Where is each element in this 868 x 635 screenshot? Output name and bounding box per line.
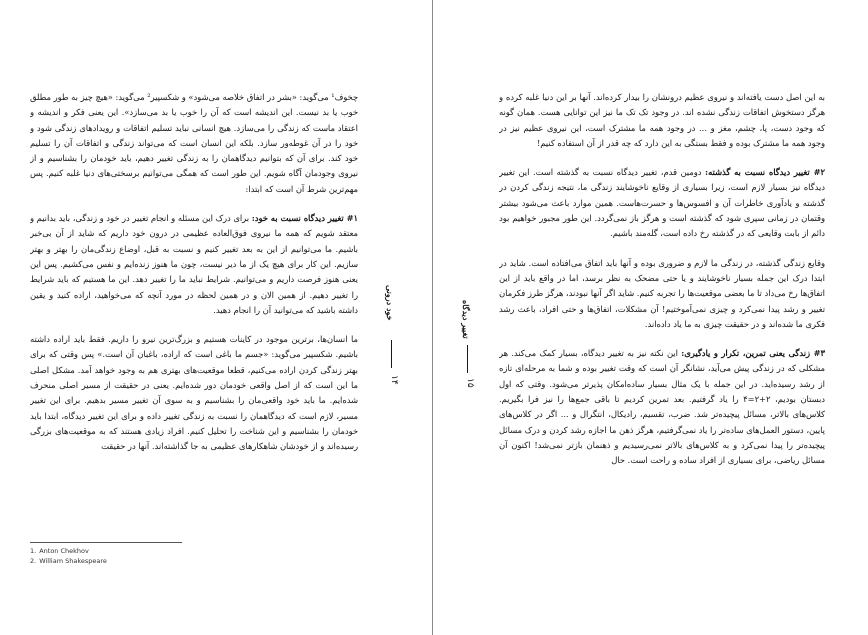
left-paragraph-3: ما انسان‌ها، برترین موجود در کاینات هستیم و بزرگ‌ترین نیرو را داریم. فقط باید اراده داشته باشیم. شکسپیر می‌گوید: «جسم ما باغی است که اراده، باغبان آن است.» پس وقتی که برای بهتر زندگی کردن اراده می‌کنیم، قطعا موقعیت‌های بهتری هم به وجود خواهد آمد. مشکل اصلی ما این است که از اصل واقعی خودمان دور شده‌ایم. یعنی در حقیقت از مسیر اصلی منحرف شده‌ایم. ما باید خود واقعی‌مان را بشناسیم و به سوی آن تغییر مسیر بدهیم. برای این تغییر مسیر، لازم است که دیدگاهمان را نسبت به زندگی تغییر داده و برای این تغییر دیدگاه، ابتدا باید خودمان را بشناسیم و این شناخت را تحلیل کنیم. افراد زیادی هستند که به موقعیت‌های بزرگی رسیده‌اند و از خودشان شاهکارهای عظیمی به جا گذاشته‌اند. آنها در حقیقت [30, 334, 358, 452]
right-paragraph-2: #۲ تغییر دیدگاه نسبت به گذشته: دومین قدم، تغییر دیدگاه نسبت به گذشته است. این تغییر دیدگاه نیز بسیار لازم است، زیرا بسیاری از وقایع ناخوشایند زندگی ما، نتیجه زندگی کردن در گذشته و یادآوری خاطرات آن و افسوس‌ها و حسرت‌هاست. همین موارد باعث می‌شود بیشتر وقتمان در زمانی سپری شود که گذشته است و هرگز باز نمی‌گردد. این طور مجبور خواهیم بود دائم از بابت وقایعی که در گذشته رخ داده است، گله‌مند باشیم. [499, 167, 825, 239]
section-heading: #۲ تغییر دیدگاه نسبت به گذشته: [705, 167, 825, 178]
section-heading: #۱ تغییر دیدگاه نسبت به خود: [251, 213, 358, 224]
right-paragraph-3: وقایع زندگی گذشته، در زندگی ما لازم و ضروری بوده و آنها باید اتفاق می‌افتاده است. شاید در ابتدا درک این جمله بسیار ناخوشایند و یا حتی مضحک به نظر برسد، اما در واقع باید از این اتفاق‌ها رخ می‌داد تا ما بعضی موقعیت‌ها را تجربه کنیم. شاید اگر آنها نبودند، هرگز طرز فکرمان تغییر و رشد پیدا نمی‌کرد و چیزی نمی‌آموختیم! آن مشکلات، اتفاق‌ها و حتی افراد، باعث رشد فکری ما شده‌اند و در حقیقت چیزی به ما یاد داده‌اند. [499, 257, 825, 329]
running-rule [467, 345, 468, 373]
page-number: ۱۴ [389, 375, 399, 385]
section-heading: #۳ زندگی یعنی تمرین، تکرار و یادگیری: [681, 348, 825, 359]
running-title: خود درونی [385, 285, 395, 321]
footnotes [30, 546, 107, 566]
page-number: ۱۵ [465, 378, 475, 388]
right-paragraph-1: به این اصل دست یافته‌اند و نیروی عظیم درونشان را بیدار کرده‌اند. آنها بر این دنیا غلبه کرده و هرگز دستخوش اتفاقات زندگی نشده اند. در وجود تک تک ما نیز این توانایی هست. همان گونه که وجود دست، پا، چشم، مغز و ... در وجود همه ما مشترک است، این نیروی عظیم نیز در وجود همه ما مشترک بوده و فقط بستگی به این دارد که چه قدر از آن استفاده کنیم! [499, 92, 825, 148]
footnote-divider [30, 542, 182, 543]
footnote-1: 1. Anton Chekhov [30, 547, 89, 555]
left-page-text [30, 90, 358, 538]
right-page [432, 0, 868, 635]
right-page-text [499, 90, 825, 570]
right-paragraph-4: #۳ زندگی یعنی تمرین، تکرار و یادگیری: این نکته نیز به تغییر دیدگاه، بسیار کمک می‌کند. هر مشکلی که در زندگی پیش می‌آید، نشانگر آن است که وقت تغییر بوده و شما به مرحله‌ای تازه از رشد رسیده‌اید. در این جمله با یک مثال بسیار ساده‌امکان پذیرتر می‌شود. وقتی که اول دبستان بودیم، ۲+۲=۴ را یاد گرفتیم. بعد تمرین کردیم تا باقی جمع‌ها را نیز فرا بگیریم. کلاس‌های بالاتر، مسائل پیچیده‌تر شد. ضرب، تقسیم، رادیکال، انتگرال و ... اگر در کلاس‌های پایین، دستور العمل‌های ساده‌تر را یاد نمی‌گرفتیم، هرگز ذهن ما اجازه رشد کردن و درک مسائل پیچیده‌تر را پیدا نمی‌کرد و به کلاس‌های بالاتر نمی‌رسیدیم و ذهنمان بازتر نمی‌شد! اکنون آن مسائل ریاضی، برای بسیاری از افراد ساده و راحت است. حال [499, 348, 825, 466]
left-paragraph-1: چخوف¹ می‌گوید: «بشر در اتفاق خلاصه می‌شود» و شکسپیر² می‌گوید: «هیچ چیز به طور مطلق خوب یا بد نیست. این اندیشه است که آن را خوب یا بد می‌سازد». این یعنی فکر و اندیشه و اعتقاد ماست که زندگی را می‌سازد. هیچ انسانی نباید تسلیم اتفاقات و رویدادهای زندگی شود و خود را در آن غوطه‌ور سازد. بلکه این انسان است که می‌تواند زندگی و اتفاقات آن را تسلیم خود کند. برای آن که بتوانیم دیدگاهمان را به زندگی تغییر دهیم، باید خودمان را بشناسیم و از نیروی وجودمان آگاه شویم. این طور است که همگی می‌توانیم برسختی‌های دنیا غلبه کنیم. پس مهم‌ترین شرط آن است که ابتدا: [30, 92, 358, 194]
left-page [0, 0, 431, 635]
running-rule [391, 340, 392, 368]
right-running-head [461, 300, 475, 405]
left-paragraph-2: #۱ تغییر دیدگاه نسبت به خود: برای درک این مسئله و انجام تغییر در خود و زندگی، باید بدانیم و معتقد شویم که همه ما نیروی فوق‌العاده عظیمی در درون خود داریم که شاید از آن بی‌خبر باشیم. ما می‌توانیم از این به بعد تغییر کنیم و نسبت به قبل، اوضاع زندگی‌مان را بهتر و بهتر سازیم. این کار برای هیچ یک از ما دیر نیست، چون ما هنوز زنده‌ایم و نفس می‌کشیم. پس این یعنی هنوز فرصت داریم و می‌توانیم. شرایط نباید ما را تغییر دهد. این ما هستیم که باید شرایط را تغییر دهیم. از همین الان و در همین لحظه در مورد آنچه که می‌خواهید، اراده کنید و یقین داشته باشید که می‌توانید آن را انجام دهید. [30, 213, 358, 315]
footnote-2: 2. William Shakespeare [30, 557, 107, 565]
left-running-head [385, 285, 399, 395]
running-title: تغییر دیدگاه [461, 300, 471, 339]
